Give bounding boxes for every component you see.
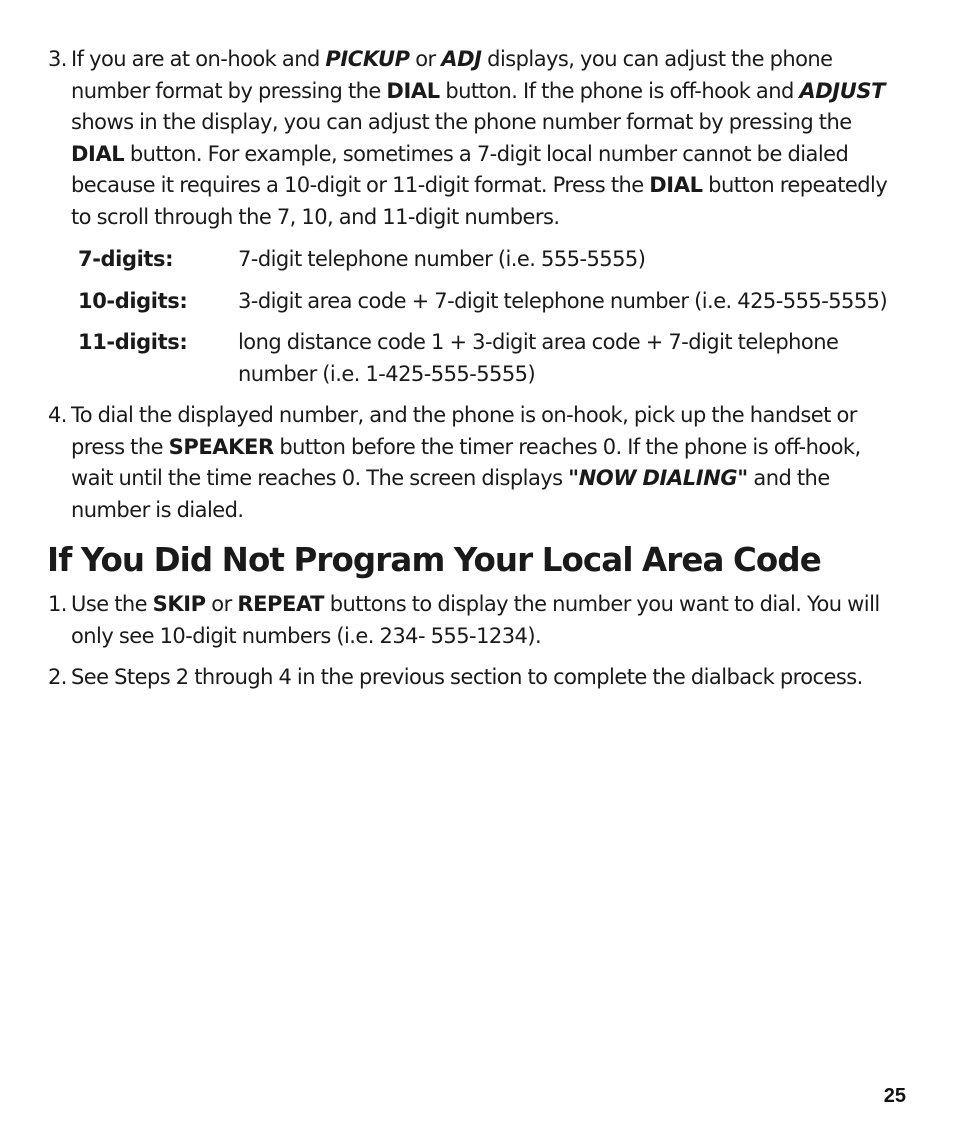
section-step-1 [48, 589, 906, 652]
format-term: 7-digits: [78, 247, 174, 271]
format-description: 7-digit telephone number (i.e. 555-5555) [238, 247, 646, 271]
dial-button-label: DIAL [649, 173, 703, 198]
speaker-button-label: SPEAKER [168, 434, 274, 459]
repeat-button-label: REPEAT [237, 592, 325, 616]
adjust-display-label: ADJUST [799, 78, 886, 103]
step-3-number: 3. [48, 47, 67, 71]
dial-button-label: DIAL [71, 141, 125, 166]
format-row-7-digits [78, 244, 908, 276]
adj-display-label: ADJ [441, 47, 482, 71]
step-4-text: To dial the displayed number, and the phone is on-hook, pick up the handset or press the SPEAKER button before the timer reaches 0. If the phone is off-hook, wait until the time reaches 0. The screen displays "NOW DIALING" and the number is dialed. [71, 403, 861, 522]
format-row-11-digits [78, 327, 908, 390]
section-heading: If You Did Not Program Your Local Area Code [47, 541, 821, 579]
dial-button-label: DIAL [386, 78, 440, 103]
skip-button-label: SKIP [152, 592, 206, 616]
step-4-number: 4. [48, 403, 67, 427]
step-3 [48, 44, 906, 234]
format-term: 10-digits: [78, 289, 188, 313]
format-description: 3-digit area code + 7-digit telephone number (i.e. 425-555-5555) [238, 289, 888, 313]
section-step-1-text: Use the SKIP or REPEAT buttons to display the number you want to dial. You will only see 10-digit numbers (i.e. 234- 555-1234). [71, 592, 880, 648]
format-description: long distance code 1 + 3-digit area code + 7-digit telephone number (i.e. 1-425-555-5555) [238, 330, 839, 386]
format-row-10-digits [78, 286, 908, 318]
section-step-2-text: See Steps 2 through 4 in the previous section to complete the dialback process. [71, 665, 863, 689]
section-step-2-number: 2. [48, 665, 67, 689]
now-dialing-display-label: "NOW DIALING" [568, 466, 748, 491]
page-number: 25 [883, 1085, 906, 1107]
step-4 [48, 400, 906, 526]
section-step-2 [48, 662, 906, 694]
pickup-display-label: PICKUP [325, 47, 410, 71]
section-step-1-number: 1. [48, 592, 67, 616]
format-term: 11-digits: [78, 330, 188, 354]
step-3-text: If you are at on-hook and PICKUP or ADJ displays, you can adjust the phone number format by pressing the DIAL button. If the phone is off-hook and ADJUST shows in the display, you can adjust the phone number format by pressing the DIAL button. For example, sometimes a 7-digit local number cannot be dialed because it requires a 10-digit or 11-digit format. Press the DIAL button repeatedly to scroll through the 7, 10, and 11-digit numbers. [71, 47, 888, 229]
